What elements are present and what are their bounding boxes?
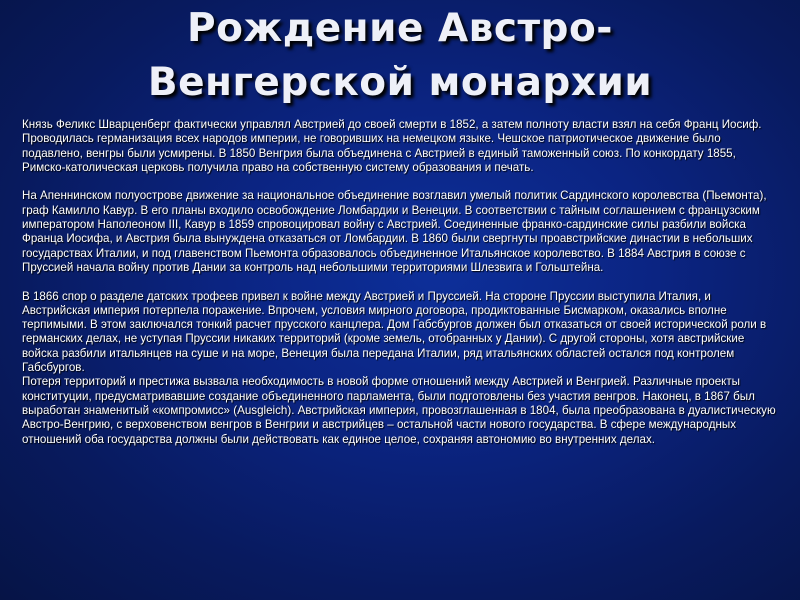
paragraph-compromise: Потеря территорий и престижа вызвала необходимость в новой форме отношений между Австрией и Венгрией. Различные проекты конституции, предусматривавшие создание объединенного парламента, были подготовлены без участия венгров. Наконец, в 1867 был выработан знаменитый «компромисс» (Ausgleich). Австрийская империя, провозглашенная в 1804, была преобразована в дуалистическую Австро-Венгрию, с верховенством венгров в Венгрии и австрийцев – остальной части нового государства. В сфере международных отношений оба государства должны были действовать как единое целое, сохраняя автономию во внутренних делах. <box>22 375 776 446</box>
slide-body <box>22 118 778 447</box>
paragraph-shvarcenberg: Князь Феликс Шварценберг фактически управлял Австрией до своей смерти в 1852, а затем полноту власти взял на себя Франц Иосиф. Проводилась германизация всех народов империи, не говоривших на немецком языке. Чешское патриотическое движение было подавлено, венгры были усмирены. В 1850 Венгрия была объединена с Австрией в единый таможенный союз. По конкордату 1855, Римско-католическая церковь получила право на собственную систему образования и печать. <box>22 118 762 174</box>
slide-title <box>0 2 800 110</box>
paragraph-spacer <box>22 275 778 289</box>
paragraph-austro-prussian-war: В 1866 спор о разделе датских трофеев привел к войне между Австрией и Пруссией. На стороне Пруссии выступила Италия, и Австрийская империя потерпела поражение. Впрочем, условия мирного договора, продиктованные Бисмарком, оказались вполне терпимыми. В этом заключался тонкий расчет прусского канцлера. Дом Габсбургов должен был отказаться от своей исторической роли в германских делах, не уступая Пруссии никаких территорий (кроме земель, отобранных у Дании). С другой стороны, хотя австрийские войска разбили итальянцев на суше и на море, Венеция была передана Италии, ряд итальянских областей остался под контролем Габсбургов. <box>22 289 767 375</box>
slide-title-line-1: Рождение Австро- <box>187 6 613 51</box>
paragraph-spacer <box>22 175 778 189</box>
paragraph-italy-unification: На Апеннинском полуострове движение за национальное объединение возглавил умелый политик Сардинского королевства (Пьемонта), граф Камилло Кавур. В его планы входило освобождение Ломбардии и Венеции. В соответствии с тайным соглашением с французским императором Наполеоном III, Кавур в 1859 спровоцировал войну с Австрией. Соединенные франко-сардинские силы разбили войска Франца Иосифа, и Австрия была вынуждена отказаться от Ломбардии. В 1860 были свергнуты проавстрийские династии в небольших государствах Италии, и под главенством Пьемонта образовалось объединенное Итальянское королевство. В 1884 Австрия в союзе с Пруссией начала войну против Дании за контроль над небольшими территориями Шлезвига и Гольштейна. <box>22 189 767 274</box>
slide-title-line-2: Венгерской монархии <box>147 60 653 105</box>
